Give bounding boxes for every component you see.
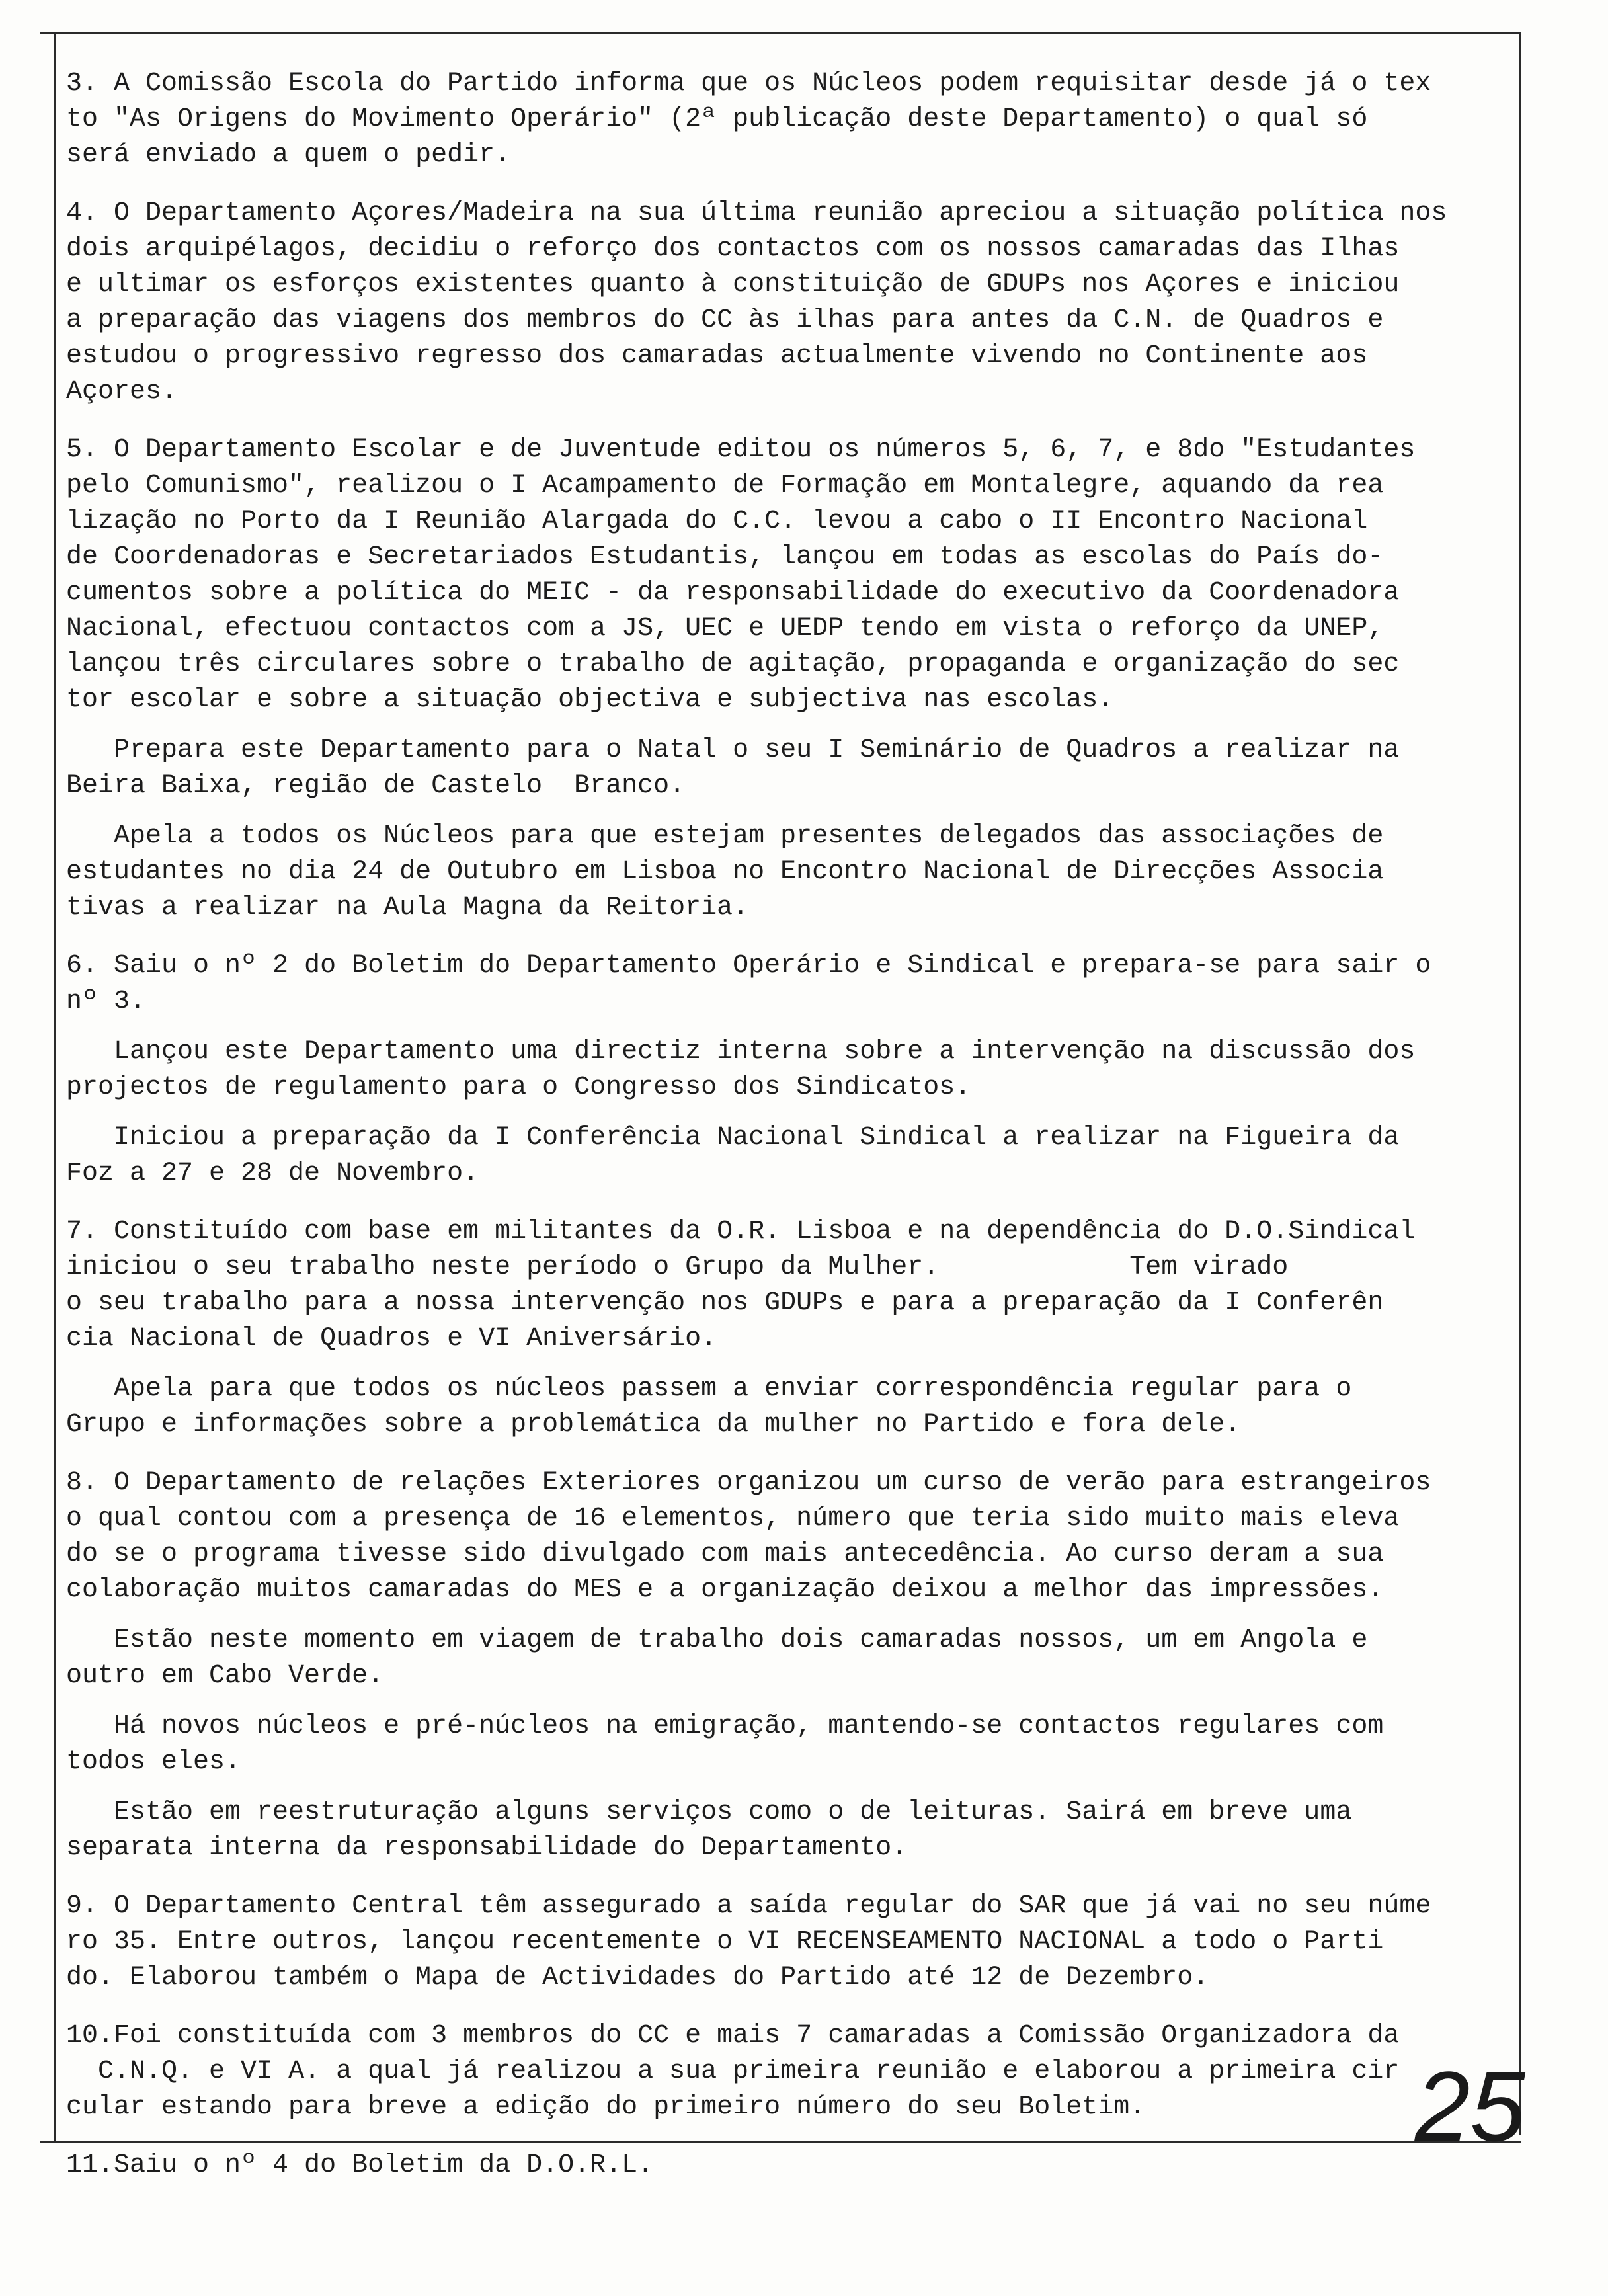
item-5-line-1: 5. O Departamento Escolar e de Juventude editou os números 5, 6, 7, e 8do "Estudantes	[66, 435, 1416, 465]
item-8-paragraph-1	[66, 1623, 1508, 1694]
item-4-line-1: 4. O Departamento Açores/Madeira na sua última reunião apreciou a situação política nos	[66, 198, 1447, 228]
item-5-line-5: cumentos sobre a política do MEIC - da responsabilidade do executivo da Coordenadora	[66, 578, 1400, 608]
page-number: 25	[1415, 2051, 1525, 2162]
item-5-line-2: pelo Comunismo", realizou o I Acampamento de Formação em Montalegre, aquando da rea	[66, 471, 1384, 501]
item-10-line-3: cular estando para breve a edição do primeiro número do seu Boletim.	[66, 2092, 1146, 2122]
list-item-6	[66, 948, 1508, 1192]
item-8-line-4: colaboração muitos camaradas do MES e a organização deixou a melhor das impressões.	[66, 1575, 1384, 1605]
item-5-paragraph-1	[66, 733, 1508, 804]
item-4-line-3: e ultimar os esforços existentes quanto à constituição de GDUPs nos Açores e iniciou	[66, 270, 1400, 300]
item-8-para-1-line-1: Estão neste momento em viagem de trabalho dois camaradas nossos, um em Angola e	[66, 1625, 1368, 1655]
item-6-para-1-line-2: projectos de regulamento para o Congresso dos Sindicatos.	[66, 1073, 971, 1102]
item-9-line-2: ro 35. Entre outros, lançou recentemente o VI RECENSEAMENTO NACIONAL a todo o Parti	[66, 1927, 1384, 1957]
list-item-11	[66, 2148, 1508, 2184]
item-5-line-7: lançou três circulares sobre o trabalho de agitação, propaganda e organização do sec	[66, 649, 1400, 679]
item-7-line-1: 7. Constituído com base em militantes da O.R. Lisboa e na dependência do D.O.Sindical	[66, 1217, 1416, 1247]
item-8-para-2-line-2: todos eles.	[66, 1747, 241, 1777]
item-3-line-2: to "As Origens do Movimento Operário" (2ª publicação deste Departamento) o qual só	[66, 104, 1368, 134]
item-8-line-2: o qual contou com a presença de 16 elementos, número que teria sido muito mais eleva	[66, 1504, 1400, 1534]
list-item-5	[66, 432, 1508, 926]
list-item-4	[66, 196, 1508, 410]
item-5-para-1-line-2: Beira Baixa, região de Castelo Branco.	[66, 771, 686, 801]
item-5-line-8: tor escolar e sobre a situação objectiva e subjectiva nas escolas.	[66, 685, 1114, 715]
frame-right-border	[1519, 32, 1521, 2135]
item-5-line-4: de Coordenadoras e Secretariados Estudantis, lançou em todas as escolas do País do-	[66, 542, 1384, 572]
frame-left-border	[54, 32, 56, 2141]
item-5-para-1-line-1: Prepara este Departamento para o Natal o seu I Seminário de Quadros a realizar na	[66, 735, 1400, 765]
item-4-line-4: a preparação das viagens dos membros do CC às ilhas para antes da C.N. de Quadros e	[66, 306, 1384, 335]
item-11-line-1: 11.Saiu o nº 4 do Boletim da D.O.R.L.	[66, 2151, 654, 2180]
item-5-line-6: Nacional, efectuou contactos com a JS, UEC e UEDP tendo em vista o reforço da UNEP,	[66, 614, 1384, 643]
item-7-paragraph-1	[66, 1372, 1508, 1443]
item-6-para-2-line-2: Foz a 27 e 28 de Novembro.	[66, 1159, 479, 1188]
frame-top-border	[40, 32, 1521, 34]
list-item-10	[66, 2018, 1508, 2125]
item-5-para-2-line-2: estudantes no dia 24 de Outubro em Lisboa no Encontro Nacional de Direcções Associa	[66, 857, 1384, 887]
list-item-3	[66, 66, 1508, 173]
item-4-line-2: dois arquipélagos, decidiu o reforço dos contactos com os nossos camaradas das Ilhas	[66, 234, 1400, 264]
item-4-line-5: estudou o progressivo regresso dos camaradas actualmente vivendo no Continente aos	[66, 341, 1368, 371]
item-5-paragraph-2	[66, 819, 1508, 926]
list-item-8	[66, 1465, 1508, 1866]
item-8-para-2-line-1: Há novos núcleos e pré-núcleos na emigração, mantendo-se contactos regulares com	[66, 1711, 1384, 1741]
item-10-line-2: C.N.Q. e VI A. a qual já realizou a sua primeira reunião e elaborou a primeira cir	[66, 2057, 1400, 2086]
item-8-para-1-line-2: outro em Cabo Verde.	[66, 1661, 384, 1691]
item-7-para-1-line-1: Apela para que todos os núcleos passem a enviar correspondência regular para o	[66, 1374, 1352, 1404]
item-6-para-2-line-1: Iniciou a preparação da I Conferência Nacional Sindical a realizar na Figueira da	[66, 1123, 1400, 1153]
item-6-paragraph-2	[66, 1120, 1508, 1192]
document-body	[66, 66, 1508, 2206]
item-6-line-1: 6. Saiu o nº 2 do Boletim do Departamento Operário e Sindical e prepara-se para sair o	[66, 951, 1431, 981]
item-4-line-6: Açores.	[66, 377, 178, 407]
item-7-para-1-line-2: Grupo e informações sobre a problemática da mulher no Partido e fora dele.	[66, 1410, 1241, 1440]
item-7-line-4: cia Nacional de Quadros e VI Aniversário.	[66, 1324, 717, 1354]
item-8-paragraph-3	[66, 1795, 1508, 1866]
item-8-para-3-line-2: separata interna da responsabilidade do Departamento.	[66, 1833, 908, 1863]
item-8-line-1: 8. O Departamento de relações Exteriores organizou um curso de verão para estrangeiros	[66, 1468, 1431, 1498]
item-3-line-1: 3. A Comissão Escola do Partido informa que os Núcleos podem requisitar desde já o tex	[66, 69, 1431, 99]
item-8-para-3-line-1: Estão em reestruturação alguns serviços como o de leituras. Sairá em breve uma	[66, 1797, 1352, 1827]
item-8-line-3: do se o programa tivesse sido divulgado com mais antecedência. Ao curso deram a sua	[66, 1539, 1384, 1569]
list-item-9	[66, 1889, 1508, 1996]
item-7-line-3: o seu trabalho para a nossa intervenção nos GDUPs e para a preparação da I Conferên	[66, 1288, 1384, 1318]
item-6-paragraph-1	[66, 1034, 1508, 1106]
item-7-line-2: iniciou o seu trabalho neste período o Grupo da Mulher. Tem virado	[66, 1252, 1289, 1282]
item-9-line-1: 9. O Departamento Central têm assegurado a saída regular do SAR que já vai no seu núme	[66, 1891, 1431, 1921]
item-8-paragraph-2	[66, 1709, 1508, 1780]
item-9-line-3: do. Elaborou também o Mapa de Actividades do Partido até 12 de Dezembro.	[66, 1963, 1209, 1992]
item-5-line-3: lização no Porto da I Reunião Alargada do C.C. levou a cabo o II Encontro Nacional	[66, 507, 1368, 536]
item-10-line-1: 10.Foi constituída com 3 membros do CC e mais 7 camaradas a Comissão Organizadora da	[66, 2021, 1400, 2051]
item-3-line-3: será enviado a quem o pedir.	[66, 140, 511, 170]
list-item-7	[66, 1214, 1508, 1443]
item-6-para-1-line-1: Lançou este Departamento uma directiz interna sobre a intervenção na discussão dos	[66, 1037, 1416, 1067]
item-5-para-2-line-3: tivas a realizar na Aula Magna da Reitoria.	[66, 893, 749, 922]
item-5-para-2-line-1: Apela a todos os Núcleos para que estejam presentes delegados das associações de	[66, 821, 1384, 851]
item-6-line-2: nº 3.	[66, 987, 146, 1016]
